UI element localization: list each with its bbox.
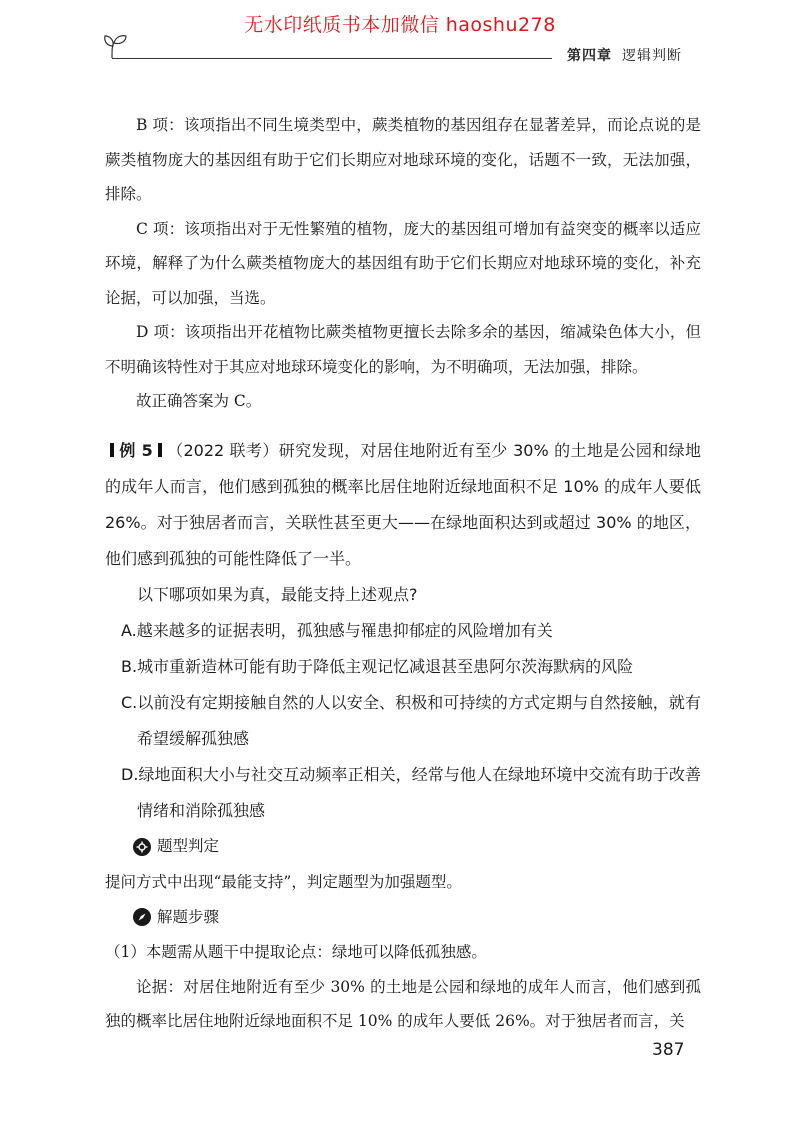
option-b: B.城市重新造林可能有助于降低主观记忆减退甚至患阿尔茨海默病的风险	[121, 656, 634, 676]
section-question-type-title: 题型判定	[157, 837, 220, 856]
gear-icon	[133, 838, 151, 856]
page-body	[105, 108, 701, 1039]
chapter-header	[567, 45, 682, 65]
example-question: 以下哪项如果为真，最能支持上述观点?	[137, 584, 418, 604]
answer-line: 故正确答案为 C。	[136, 392, 262, 410]
header-rule	[112, 58, 552, 59]
analysis-option-c: C 项：该项指出对于无性繁殖的植物，庞大的基因组可增加有益突变的概率以适应环境，解释了为什么蕨类植物庞大的基因组有助于它们长期应对地球环境的变化，补充论据，可以加强，当选。	[105, 219, 701, 307]
example-stem-text: 研究发现，对居住地附近有至少 30% 的土地是公园和绿地的成年人而言，他们感到孤独的概率比居住地附近绿地面积不足 10% 的成年人要低 26%。对于独居者而言，关联性甚至更大——在绿地面积达到或超过 30% 的地区，他们感到孤独的可能性降低了一半。	[105, 440, 701, 568]
option-d: D.绿地面积大小与社交互动频率正相关，经常与他人在绿地环境中交流有助于改善情绪和消除孤独感	[121, 764, 701, 820]
solution-step-1: （1）本题需从题干中提取论点：绿地可以降低孤独感。	[105, 943, 487, 961]
section-question-type	[133, 829, 701, 865]
example-stem	[105, 433, 701, 577]
label-bar-right	[158, 443, 162, 457]
example-source: （2022 联考）	[166, 440, 279, 460]
compass-icon	[133, 908, 151, 926]
section-solution-steps	[133, 899, 701, 935]
option-a: A.越来越多的证据表明，孤独感与罹患抑郁症的风险增加有关	[121, 620, 553, 640]
chapter-title: 逻辑判断	[622, 48, 682, 64]
watermark-text: 无水印纸质书本加微信 haoshu278	[244, 14, 556, 36]
page-number: 387	[652, 1040, 685, 1060]
leaf-icon	[102, 32, 130, 60]
label-bar-left	[110, 443, 114, 457]
solution-argument: 论据：对居住地附近有至少 30% 的土地是公园和绿地的成年人而言，他们感到孤独的概率比居住地附近绿地面积不足 10% 的成年人要低 26%。对于独居者而言，关	[105, 977, 701, 1030]
section-solution-steps-title: 解题步骤	[157, 907, 220, 926]
example-label: 例 5	[119, 440, 153, 460]
question-type-body: 提问方式中出现“最能支持”，判定题型为加强题型。	[105, 872, 462, 891]
analysis-option-d: D 项：该项指出开花植物比蕨类植物更擅长去除多余的基因，缩减染色体大小，但不明确该特性对于其应对地球环境变化的影响，为不明确项，无法加强，排除。	[105, 323, 701, 376]
chapter-number: 第四章	[567, 48, 612, 64]
option-c: C.以前没有定期接触自然的人以安全、积极和可持续的方式定期与自然接触，就有希望缓解孤独感	[121, 692, 701, 748]
analysis-option-b: B 项：该项指出不同生境类型中，蕨类植物的基因组存在显著差异，而论点说的是蕨类植物庞大的基因组有助于它们长期应对地球环境的变化，话题不一致，无法加强，排除。	[105, 116, 701, 203]
